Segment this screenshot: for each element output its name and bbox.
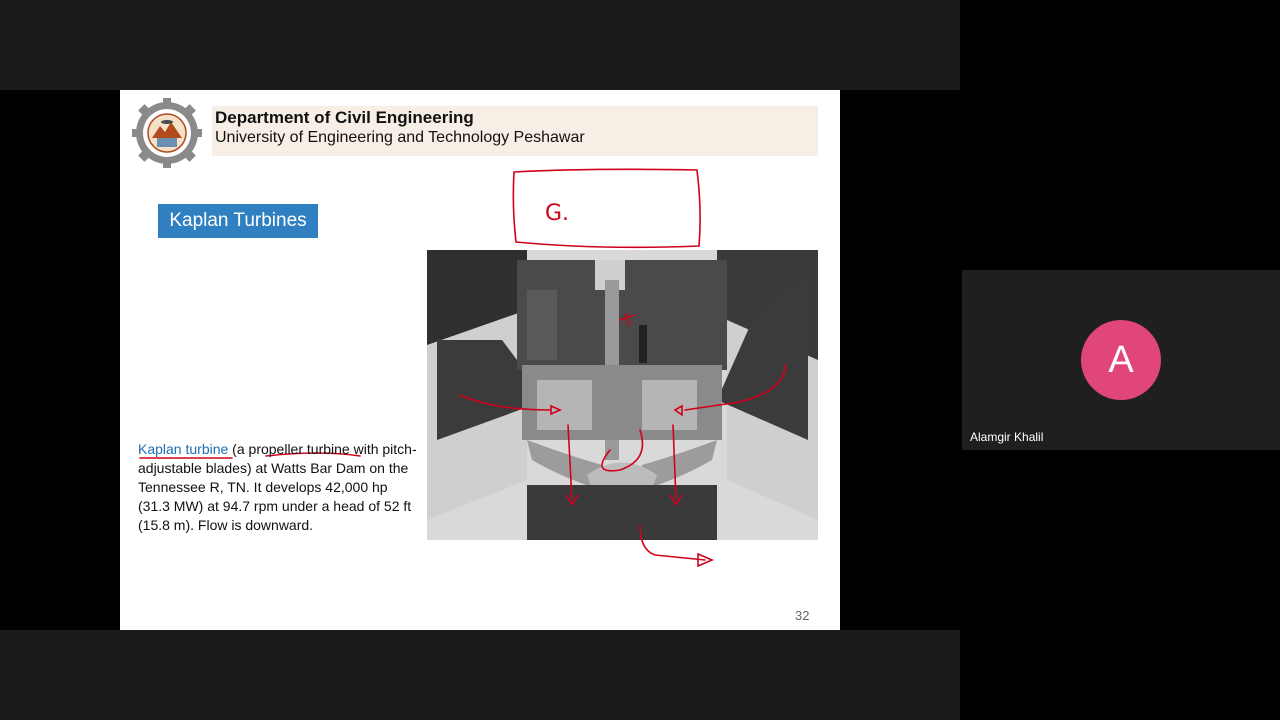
participant-name: Alamgir Khalil bbox=[970, 430, 1044, 444]
university-logo-icon bbox=[132, 98, 202, 168]
kaplan-turbine-link[interactable]: Kaplan turbine bbox=[138, 441, 229, 457]
avatar: A bbox=[1081, 320, 1161, 400]
turbine-description: Kaplan turbine (a propeller turbine with pitch-adjustable blades) at Watts Bar Dam on the Tennessee R, TN. It develops 42,000 hp (31.3 MW) at 94.7 rpm under a head of 52 ft (15.8 m). Flow is downward. bbox=[138, 441, 417, 533]
university-name: University of Engineering and Technology Peshawar bbox=[215, 129, 585, 146]
slide-title: Kaplan Turbines bbox=[158, 204, 318, 238]
shared-slide bbox=[120, 90, 840, 630]
department-name: Department of Civil Engineering bbox=[215, 108, 474, 127]
meeting-top-bar bbox=[0, 0, 960, 90]
annotation-letter: G. bbox=[545, 201, 570, 226]
participant-tile[interactable] bbox=[962, 270, 1280, 450]
kaplan-turbine-cutaway-image bbox=[427, 250, 818, 540]
page-number: 32 bbox=[795, 608, 810, 623]
underlined-term: propeller turbine bbox=[248, 441, 350, 457]
meeting-bottom-bar bbox=[0, 630, 960, 720]
